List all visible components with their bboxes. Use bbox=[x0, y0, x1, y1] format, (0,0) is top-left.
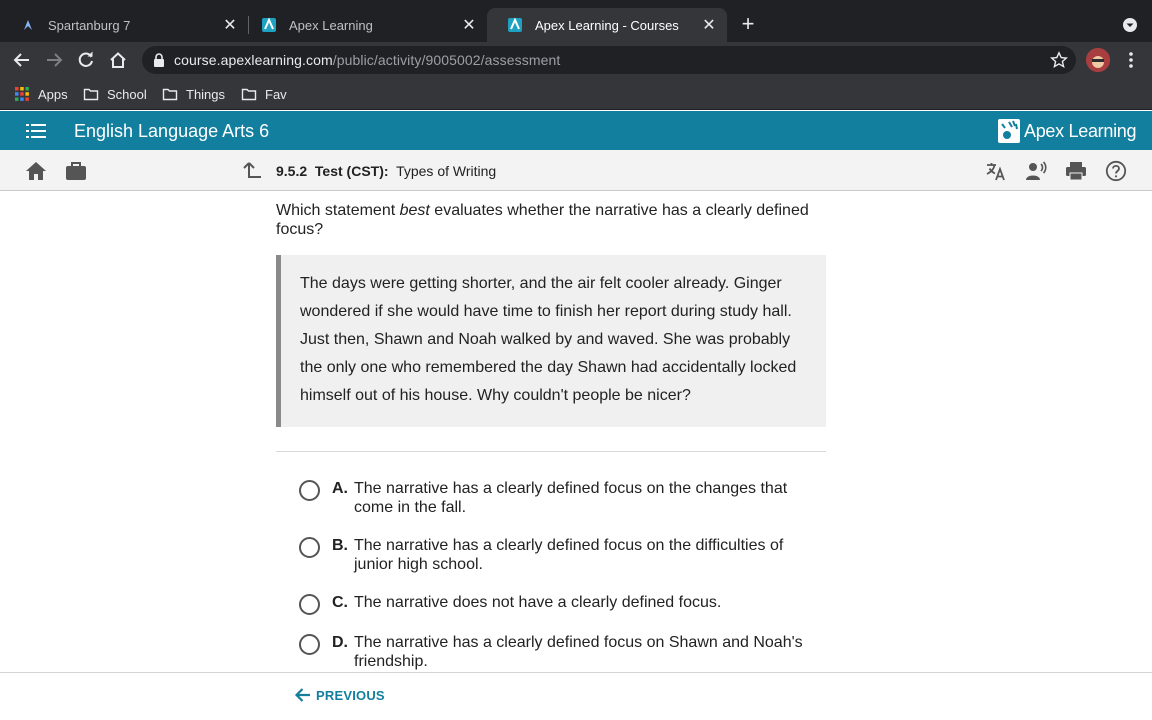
activity-breadcrumb bbox=[276, 163, 496, 179]
text-to-speech-icon[interactable] bbox=[1025, 160, 1047, 182]
activity-type: Test (CST): bbox=[314, 163, 389, 179]
previous-label: PREVIOUS bbox=[316, 687, 385, 703]
tab-apex-learning[interactable] bbox=[241, 8, 487, 42]
bookmark-fav[interactable] bbox=[241, 84, 287, 104]
activity-footer bbox=[0, 672, 1152, 720]
option-letter: A. bbox=[332, 480, 348, 497]
close-icon[interactable]: ✕ bbox=[223, 17, 237, 34]
back-button[interactable] bbox=[10, 48, 34, 72]
tab-title: Spartanburg 7 bbox=[48, 17, 131, 33]
option-letter: B. bbox=[332, 537, 348, 554]
radio-button[interactable] bbox=[299, 537, 320, 558]
course-header bbox=[0, 111, 1152, 150]
help-icon[interactable] bbox=[1105, 160, 1127, 182]
radio-button[interactable] bbox=[299, 594, 320, 615]
apps-grid-icon bbox=[14, 86, 30, 102]
brand-name: Apex Learning bbox=[1024, 120, 1137, 141]
question-prefix: Which statement bbox=[276, 202, 400, 219]
lock-icon bbox=[152, 53, 166, 67]
print-icon[interactable] bbox=[1065, 160, 1087, 182]
bookmark-label: Things bbox=[186, 86, 226, 102]
url-host: course.apexlearning.com bbox=[174, 52, 333, 68]
forward-button[interactable] bbox=[42, 48, 66, 72]
radio-button[interactable] bbox=[299, 634, 320, 655]
option-letter: D. bbox=[332, 634, 348, 651]
folder-icon bbox=[162, 86, 178, 102]
reload-button[interactable] bbox=[74, 48, 98, 72]
option-text: The narrative has a clearly defined focus on Shawn and Noah's friendship. bbox=[354, 634, 803, 670]
url-text bbox=[174, 52, 560, 68]
apex-favicon-icon bbox=[507, 17, 523, 33]
profile-avatar[interactable] bbox=[1086, 48, 1110, 72]
close-icon[interactable]: ✕ bbox=[462, 17, 476, 34]
back-arrow-icon bbox=[13, 51, 31, 69]
bookmarks-bar bbox=[0, 78, 1152, 110]
option-text: The narrative has a clearly defined focus on the changes that come in the fall. bbox=[354, 480, 788, 516]
browser-toolbar bbox=[0, 42, 1152, 78]
browser-menu-icon[interactable] bbox=[1122, 50, 1140, 70]
bookmark-label: Fav bbox=[265, 86, 287, 102]
course-title: English Language Arts 6 bbox=[74, 121, 270, 141]
tab-spartanburg[interactable] bbox=[0, 8, 248, 42]
tab-apex-courses[interactable] bbox=[487, 8, 727, 42]
question-emphasis: best bbox=[399, 202, 430, 219]
option-text: The narrative has a clearly defined focus on the difficulties of junior high school. bbox=[354, 537, 784, 573]
reading-passage: The days were getting shorter, and the air felt cooler already. Ginger wondered if she would have time to finish her report during study hall. Just then, Shawn and Noah walked by and waved. She was probably the only one who remembered the day Shawn had accidentally locked himself out of his house. Why couldn't people be nicer? bbox=[276, 255, 826, 427]
arrow-left-icon bbox=[294, 687, 312, 703]
option-text: The narrative does not have a clearly defined focus. bbox=[354, 594, 722, 611]
activity-name: Types of Writing bbox=[396, 163, 497, 179]
close-icon[interactable]: ✕ bbox=[702, 17, 716, 34]
bookmark-star-icon[interactable] bbox=[1050, 51, 1068, 69]
folder-icon bbox=[241, 86, 257, 102]
bookmark-label: Apps bbox=[38, 86, 68, 102]
bookmark-things[interactable] bbox=[162, 84, 225, 104]
apex-brand-logo[interactable] bbox=[998, 118, 1136, 144]
menu-list-icon[interactable] bbox=[26, 123, 46, 139]
divider bbox=[276, 451, 826, 452]
up-level-arrow-icon[interactable] bbox=[241, 160, 263, 182]
answer-option-b[interactable] bbox=[299, 536, 819, 574]
home-button[interactable] bbox=[106, 48, 130, 72]
activity-toolbar bbox=[0, 150, 1152, 191]
new-tab-button[interactable]: + bbox=[741, 11, 755, 36]
briefcase-icon[interactable] bbox=[65, 160, 87, 182]
reload-icon bbox=[77, 51, 95, 69]
answer-option-a[interactable] bbox=[299, 479, 819, 517]
url-path: /public/activity/9005002/assessment bbox=[332, 52, 561, 68]
apex-logo-icon bbox=[998, 119, 1020, 143]
address-bar[interactable] bbox=[142, 46, 1076, 74]
home-icon bbox=[109, 51, 127, 69]
bookmark-apps[interactable] bbox=[14, 84, 68, 104]
tab-title: Apex Learning - Courses bbox=[535, 17, 679, 33]
forward-arrow-icon bbox=[45, 51, 63, 69]
home-icon[interactable] bbox=[25, 160, 47, 182]
previous-button[interactable] bbox=[294, 687, 385, 703]
activity-number: 9.5.2 bbox=[276, 163, 308, 179]
browser-tab-strip bbox=[0, 0, 1152, 42]
tab-title: Apex Learning bbox=[289, 17, 373, 33]
option-letter: C. bbox=[332, 594, 348, 611]
bookmark-school[interactable] bbox=[83, 84, 147, 104]
bookmark-label: School bbox=[107, 86, 147, 102]
question-suffix: evaluates whether the narrative has a clearly defined focus? bbox=[276, 202, 809, 238]
answer-option-c[interactable] bbox=[299, 593, 819, 615]
spartanburg-favicon-icon bbox=[20, 17, 36, 33]
tab-search-icon[interactable] bbox=[1120, 15, 1140, 35]
translate-icon[interactable] bbox=[985, 160, 1007, 182]
question-prompt bbox=[276, 201, 826, 239]
apex-favicon-icon bbox=[261, 17, 277, 33]
answer-option-d[interactable] bbox=[299, 633, 819, 671]
folder-icon bbox=[83, 86, 99, 102]
radio-button[interactable] bbox=[299, 480, 320, 501]
